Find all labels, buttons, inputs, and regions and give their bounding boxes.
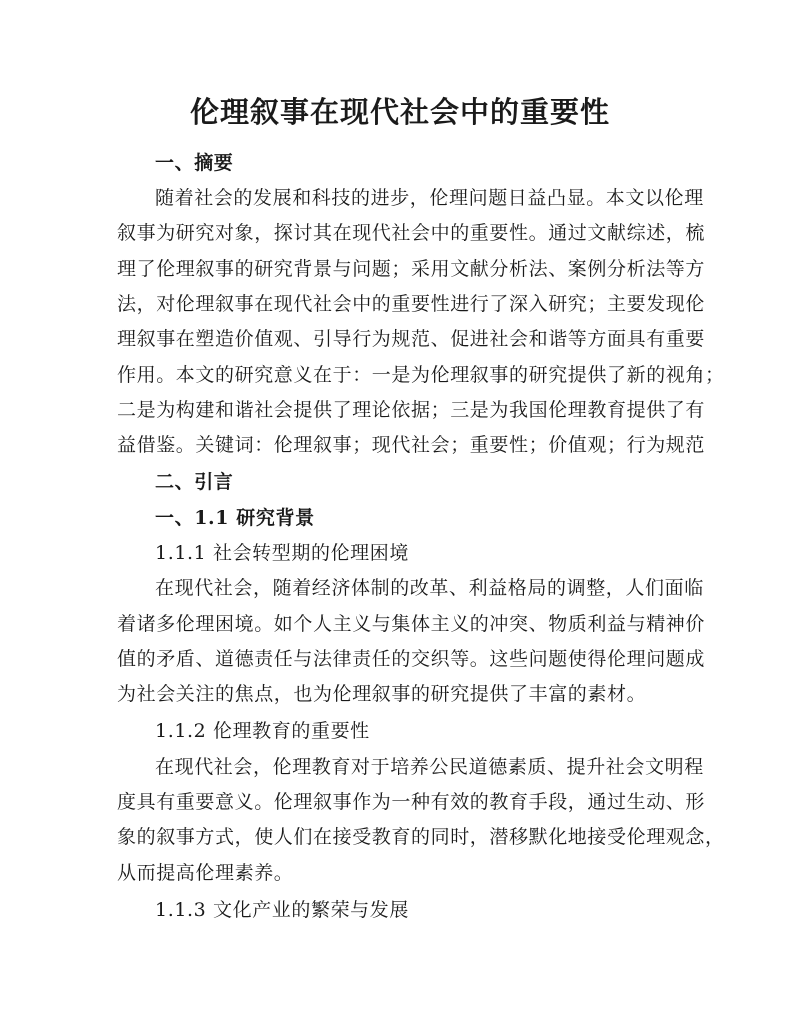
subsection-heading-1-1-2: 1.1.2 伦理教育的重要性 [155,720,370,742]
paragraph-line: 值的矛盾、道德责任与法律责任的交织等。这些问题使得伦理问题成 [117,648,706,670]
abstract-line: 二是为构建和谐社会提供了理论依据；三是为我国伦理教育提供了有 [117,399,706,421]
abstract-line: 作用。本文的研究意义在于：一是为伦理叙事的研究提供了新的视角； [117,364,725,386]
abstract-line: 理了伦理叙事的研究背景与问题；采用文献分析法、案例分析法等方 [117,258,706,280]
document-title: 伦理叙事在现代社会中的重要性 [189,95,610,129]
intro-heading: 二、引言 [155,471,234,493]
paragraph-line: 为社会关注的焦点，也为伦理叙事的研究提供了丰富的素材。 [117,683,647,705]
paragraph-line: 在现代社会，随着经济体制的改革、利益格局的调整，人们面临 [155,577,704,599]
abstract-line: 理叙事在塑造价值观、引导行为规范、促进社会和谐等方面具有重要 [117,328,706,350]
subsection-heading-1-1-1: 1.1.1 社会转型期的伦理困境 [155,542,409,564]
paragraph-line: 度具有重要意义。伦理叙事作为一种有效的教育手段，通过生动、形 [117,791,706,813]
abstract-heading: 一、摘要 [155,152,234,174]
abstract-line: 益借鉴。关键词：伦理叙事；现代社会；重要性；价值观；行为规范 [117,434,706,456]
paragraph-line: 着诸多伦理困境。如个人主义与集体主义的冲突、物质利益与精神价 [117,613,706,635]
paragraph-line: 从而提高伦理素养。 [117,862,294,884]
paragraph-line: 在现代社会，伦理教育对于培养公民道德素质、提升社会文明程 [155,756,704,778]
background-heading: 一、1.1 研究背景 [155,507,315,529]
abstract-line: 叙事为研究对象，探讨其在现代社会中的重要性。通过文献综述，梳 [117,222,706,244]
paragraph-line: 象的叙事方式，使人们在接受教育的同时，潜移默化地接受伦理观念， [117,826,725,848]
abstract-line: 随着社会的发展和科技的进步，伦理问题日益凸显。本文以伦理 [155,187,704,209]
abstract-line: 法，对伦理叙事在现代社会中的重要性进行了深入研究；主要发现伦 [117,293,706,315]
subsection-heading-1-1-3: 1.1.3 文化产业的繁荣与发展 [155,899,409,921]
